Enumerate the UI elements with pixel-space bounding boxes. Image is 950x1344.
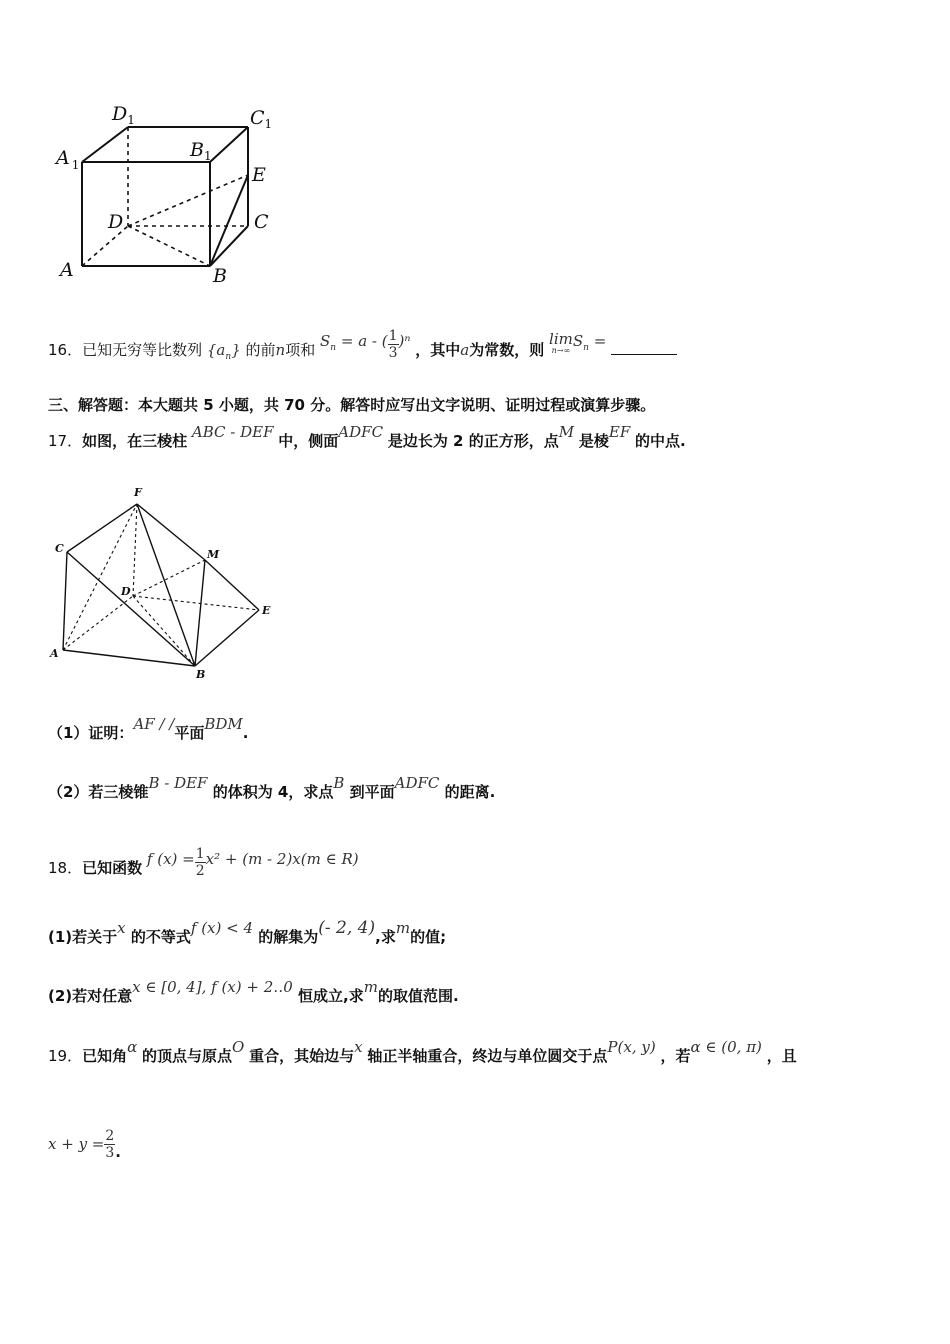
q16-sum-formula: $S_n = a$ - (	[320, 332, 388, 353]
label-E: E	[262, 604, 271, 617]
q19-fraction: $\frac{2}{3}$	[105, 1128, 115, 1161]
q17-part2: （2）若三棱锥B - DEF 的体积为 4，求点B 到平面ADFC 的距离.	[48, 774, 496, 801]
edge-CA	[63, 552, 67, 650]
q18-line: 18．已知函数 f (x) = $\frac{1}{2}$ x² + (m - 2)x(m ∈ R)	[48, 846, 359, 879]
label-M: M	[207, 548, 220, 561]
label-C1: $C_1$	[250, 107, 273, 131]
label-D: D	[108, 211, 124, 233]
q17-part1: （1）证明：AF / /平面BDM.	[48, 715, 249, 742]
label-C: C	[55, 542, 64, 555]
edge-A1D1	[82, 127, 128, 162]
edge-CF	[67, 504, 137, 552]
edge-AD	[63, 596, 133, 650]
q16-seq: $\{a_n\}$	[206, 341, 241, 362]
edge-FD	[133, 504, 137, 596]
section-heading: 三、解答题：本大题共 5 小题，共 70 分。解答时应写出文字说明、证明过程或演算步骤。	[48, 396, 656, 414]
label-B: B	[213, 265, 227, 287]
edge-BE	[195, 610, 259, 666]
edge-AF	[63, 504, 137, 650]
label-D: D	[121, 585, 131, 598]
edge-DM	[133, 560, 205, 596]
edge-BE	[210, 175, 248, 266]
label-B1: $B_1$	[190, 139, 212, 163]
edge-DB	[128, 226, 210, 266]
q18-fraction: $\frac{1}{2}$	[195, 846, 205, 879]
q18-part2: (2)若对任意x ∈ [0, 4], f (x) + 2‥0 恒成立,求m的取值范围.	[48, 978, 459, 1005]
label-A1: A $_1$	[56, 147, 80, 172]
edge-ME	[205, 560, 259, 610]
q16-line: 16．已知无穷等比数列 $\{a_n\}$ 的前n项和 $S_n = a$ - ( $\frac{1}{3}$ )ⁿ ，其中a为常数，则 lim n→∞ $S_n$ =	[48, 334, 677, 368]
edge-MB	[195, 560, 205, 666]
label-C: C	[254, 211, 269, 233]
label-E: E	[252, 164, 266, 186]
q18-function: f (x) =	[146, 850, 195, 868]
q16-answer-blank[interactable]	[611, 340, 677, 355]
q19-line: 19．已知角α 的顶点与原点O 重合，其始边与x 轴正半轴重合，终边与单位圆交于点P(x, y) ，若α ∈ (0, π) ，且	[48, 1038, 797, 1065]
edge-DB	[133, 596, 195, 666]
label-A: A	[50, 647, 59, 660]
q16-fraction: $\frac{1}{3}$	[388, 328, 398, 361]
q18-part1: (1)若关于x 的不等式f (x) < 4 的解集为(- 2, 4),求m的值;	[48, 918, 447, 946]
edge-CB	[67, 552, 195, 666]
label-D1: $D_1$	[112, 103, 135, 127]
edge-B1C1	[210, 127, 248, 162]
cube-figure	[50, 98, 290, 288]
edge-DE	[133, 596, 259, 610]
prism-figure	[45, 482, 285, 682]
label-B: B	[196, 668, 206, 681]
label-F: F	[134, 486, 142, 499]
q19-condition: x + y = $\frac{2}{3}$ .	[48, 1128, 121, 1161]
label-A: A	[60, 259, 74, 281]
q17-line: 17．如图，在三棱柱 ABC - DEF 中，侧面ADFC 是边长为 2 的正方形，点M 是棱EF 的中点.	[48, 423, 686, 450]
q16-limit: lim n→∞	[549, 330, 573, 355]
edge-AB	[63, 650, 195, 666]
edge-BC	[210, 226, 248, 266]
